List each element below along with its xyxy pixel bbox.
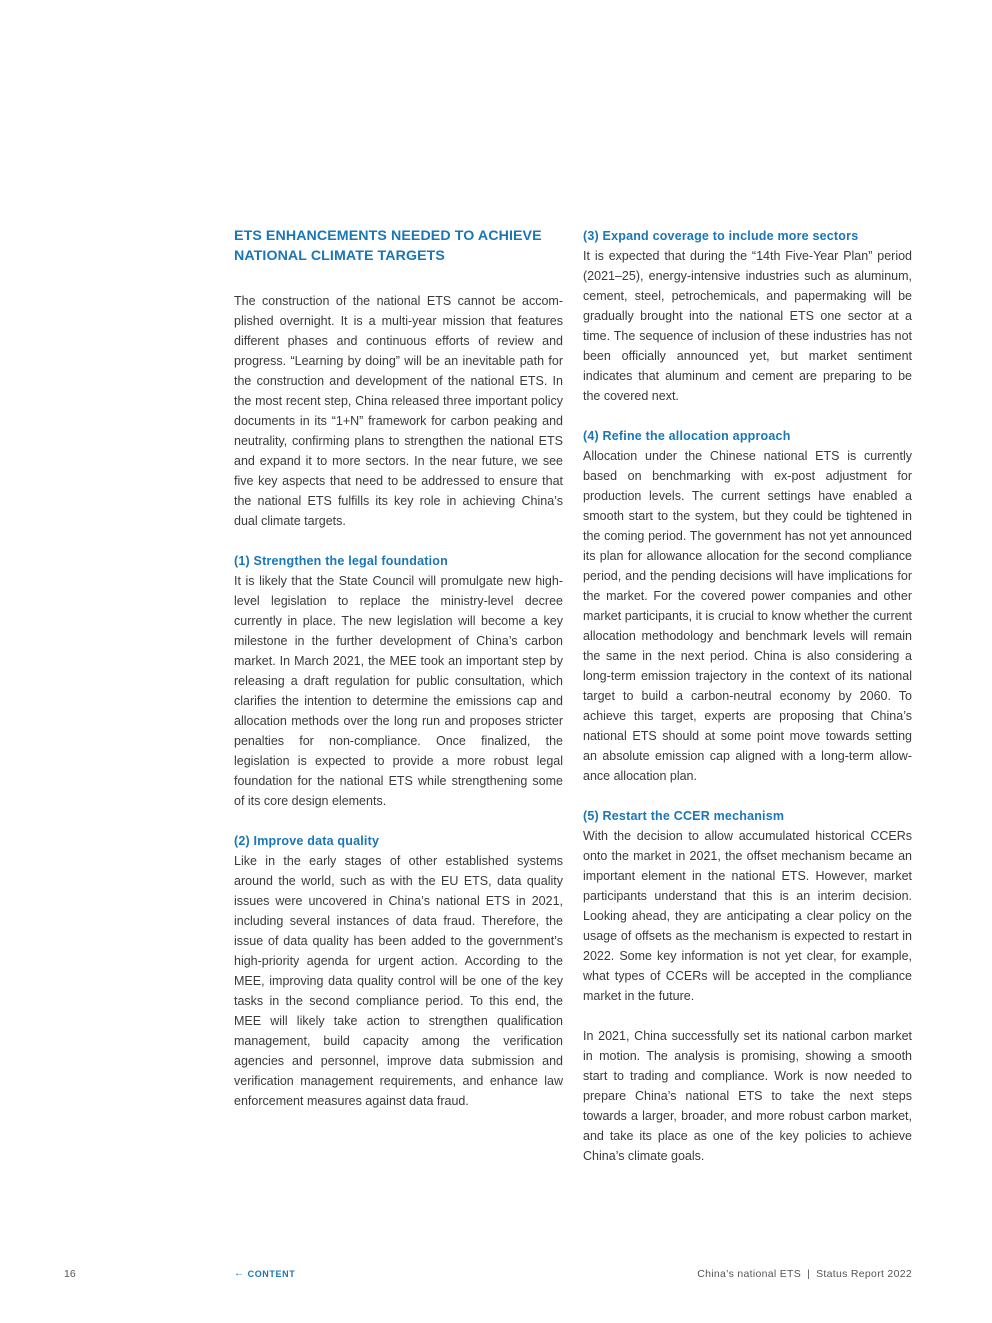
paragraph-expand-coverage: It is expected that during the “14th Five-Year Plan” period (2021–25), energy-intensive industries such as aluminum, cement, steel, petrochemicals, and papermaking will be gradually brought into the national ETS one sector at a time. The sequence of inclusion of these industries has not been officially announced yet, but market sentiment indicates that aluminum and cement are preparing to be the covered next. (583, 249, 912, 403)
title-line-2: NATIONAL CLIMATE TARGETS (234, 248, 445, 264)
heading-expand-coverage: (3) Expand coverage to include more sectors (583, 229, 859, 243)
paragraph-legal-foundation: It is likely that the State Council will promulgate new high-level legislation to replace the ministry-level decree currently in place. The new legislation will become a key milestone in the further development of China’s carbon market. In March 2021, the MEE took an important step by releasing a draft regulation for public consultation, which clarifies the intention to determine the emissions cap and allocation methods over the long run and proposes stricter penalties for non-compliance. Once finalized, the legislation is expected to provide a more robust legal foundation for the national ETS while strengthening some of its core design elements. (234, 574, 563, 808)
page-number: 16 (64, 1268, 76, 1280)
left-column (234, 226, 563, 1111)
report-info (697, 1266, 912, 1282)
heading-legal-foundation: (1) Strengthen the legal foundation (234, 554, 448, 568)
paragraph-ccer: With the decision to allow accumulated historical CCERs onto the market in 2021, the offset mechanism became an important element in the national ETS. However, market participants understand that this is an interim decision. Looking ahead, they are anticipating a clear policy on the usage of offsets as the mechanism is expected to restart in 2022. Some key information is not yet clear, for example, what types of CCERs will be accepted in the compliance market in the future. (583, 829, 912, 1003)
heading-ccer: (5) Restart the CCER mechanism (583, 809, 785, 823)
heading-allocation: (4) Refine the allocation approach (583, 429, 791, 443)
report-separator: | (807, 1268, 811, 1280)
heading-data-quality: (2) Improve data quality (234, 834, 380, 848)
content-link[interactable] (234, 1266, 295, 1282)
right-column (583, 226, 912, 1166)
arrow-left-icon: ← (234, 1268, 245, 1279)
paragraph-allocation: Allocation under the Chinese national ETS is currently based on benchmarking with ex-post adjustment for production levels. The current settings have enabled a smooth start to the system, but they could be tightened in the coming period. The government has not yet announced its plan for allowance allocation for the second compliance period, and the pending decisions will have implications for the market. For the covered power companies and other market participants, it is crucial to know whether the current allocation methodology and benchmark levels will remain the same in the next period. China is also considering a long-term emission trajectory in the context of its national target to build a carbon-neutral economy by 2060. To achieve this target, experts are proposing that China’s national ETS should at some point move towards setting an absolute emission cap aligned with a long-term allowance allocation plan. (583, 449, 912, 783)
section-title (234, 226, 563, 266)
report-edition: Status Report 2022 (816, 1268, 912, 1280)
conclusion-paragraph: In 2021, China successfully set its national carbon market in motion. The analysis is promising, showing a smooth start to trading and compliance. Work is now needed to prepare China’s national ETS to take the next steps towards a larger, broader, and more robust carbon market, and take its place as one of the key policies to achieve China’s climate goals. (583, 1029, 912, 1163)
title-line-1: ETS ENHANCEMENTS NEEDED TO ACHIEVE (234, 228, 542, 244)
report-name: China’s national ETS (697, 1268, 802, 1280)
content-link-label: CONTENT (247, 1269, 296, 1279)
intro-paragraph: The construction of the national ETS cannot be accomplished overnight. It is a multi-year mission that features different phases and continuous efforts of review and progress. “Learning by doing” will be an inevitable path for the construction and development of the national ETS. In the most recent step, China released three important policy documents in its “1+N” framework for carbon peaking and neutrality, confirming plans to strengthen the national ETS and expand it to more sectors. In the near future, we see five key aspects that need to be addressed to ensure that the national ETS fulfills its key role in achieving China’s dual climate targets. (234, 294, 563, 528)
paragraph-data-quality: Like in the early stages of other established systems around the world, such as with the EU ETS, data quality issues were uncovered in China’s national ETS in 2021, including several instances of data fraud. Therefore, the issue of data quality has been added to the government’s high-priority agenda for urgent action. According to the MEE, improving data quality control will be one of the key tasks in the second compliance period. To this end, the MEE will likely take action to strengthen qualification management, build capacity among the verification agencies and personnel, improve data submission and verification management requirements, and enhance law enforcement measures against data fraud. (234, 854, 563, 1108)
